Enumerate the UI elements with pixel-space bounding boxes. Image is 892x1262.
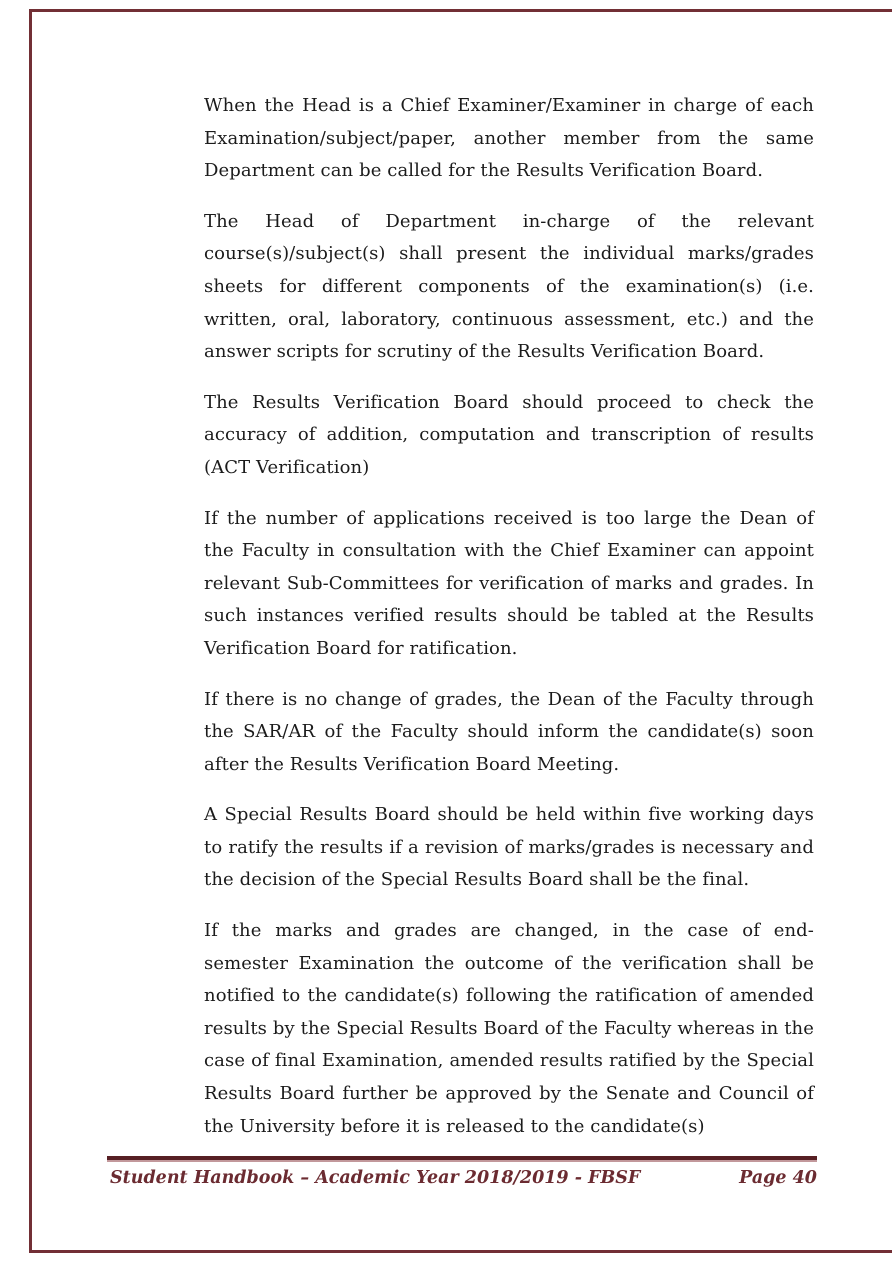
page-border-top bbox=[29, 9, 892, 12]
footer-separator-rule bbox=[107, 1156, 817, 1162]
paragraph: The Head of Department in-charge of the relevant course(s)/subject(s) shall present the individual marks/grades sheets for different components of the examination(s) (i.e. written, oral, laboratory, continuous assessment, etc.) and the answer scripts for scrutiny of the Results Verification Board. bbox=[204, 210, 814, 363]
paragraph: If the marks and grades are changed, in the case of end- semester Examination the outcome of the verification shall be notified to the candidate(s) following the ratification of amended results by the Special Results Board of the Faculty whereas in the case of final Examination, amended results ratified by the Special Results Board further be approved by the Senate and Council of the University before it is released to the candidate(s) bbox=[204, 920, 814, 1137]
paragraph: If the number of applications received is too large the Dean of the Faculty in consultation with the Chief Examiner can appoint relevant Sub-Committees for verification of marks and grades. In such instances verified results should be tabled at the Results Verification Board for ratification. bbox=[204, 507, 814, 659]
paragraph: A Special Results Board should be held within five working days to ratify the results if a revision of marks/grades is necessary and the decision of the Special Results Board shall be the final. bbox=[204, 804, 814, 891]
paragraph: If there is no change of grades, the Dean of the Faculty through the SAR/AR of the Faculty should inform the candidate(s) soon after the Results Verification Board Meeting. bbox=[204, 688, 814, 775]
body-text-block bbox=[204, 90, 814, 1161]
footer-page-number: Page 40 bbox=[739, 1168, 817, 1188]
paragraph: When the Head is a Chief Examiner/Examiner in charge of each Examination/subject/paper, another member from the same Department can be called for the Results Verification Board. bbox=[204, 95, 814, 182]
paragraph: The Results Verification Board should proceed to check the accuracy of addition, computation and transcription of results (ACT Verification) bbox=[204, 391, 814, 478]
page-border-bottom bbox=[29, 1250, 892, 1253]
footer bbox=[110, 1168, 817, 1188]
page-border-left bbox=[29, 9, 32, 1253]
footer-handbook-title: Student Handbook – Academic Year 2018/2019 - FBSF bbox=[110, 1168, 641, 1188]
